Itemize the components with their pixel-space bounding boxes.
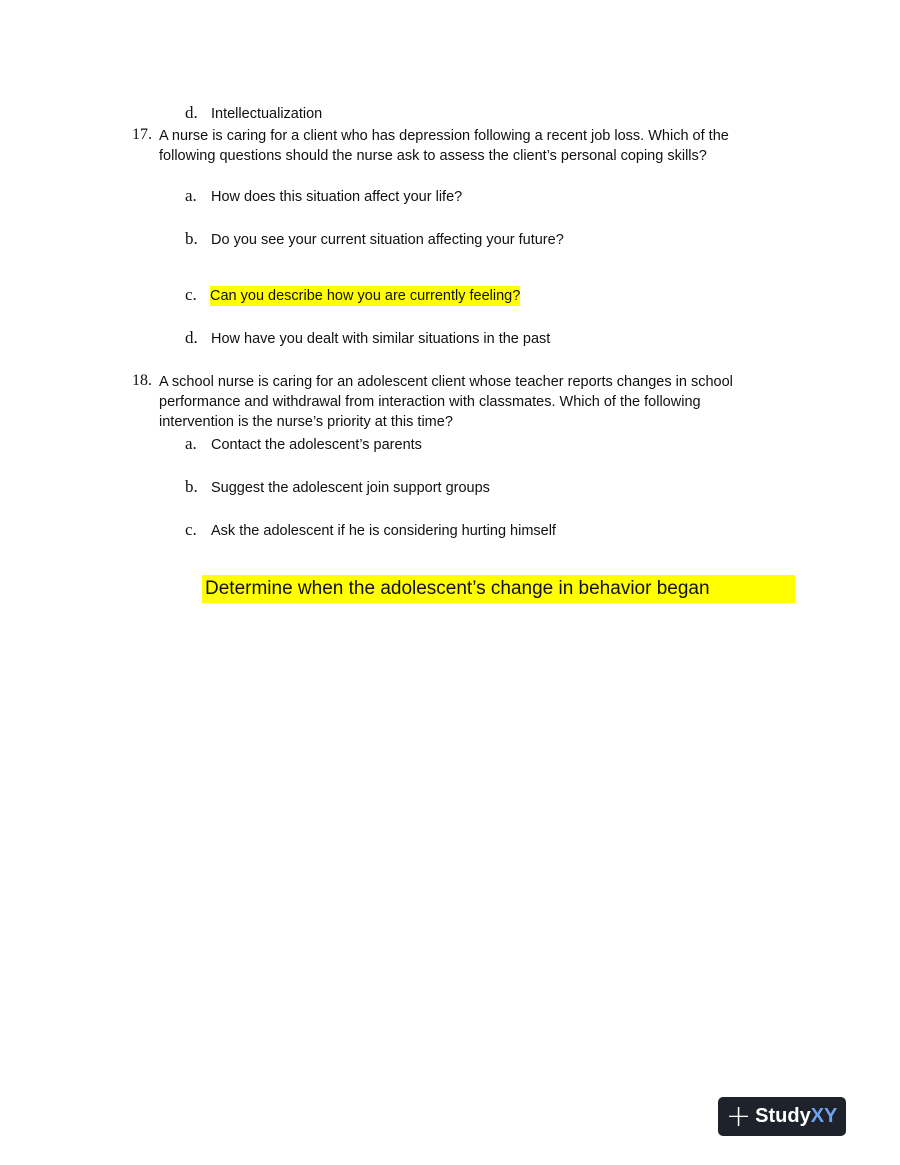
option-text: Suggest the adolescent join support groups <box>211 480 490 496</box>
brand-prefix: Study <box>755 1105 811 1127</box>
question-text: A school nurse is caring for an adolescent client whose teacher reports changes in school <box>159 374 733 390</box>
option-letter: a. <box>185 186 197 205</box>
question-number: 17. <box>132 126 152 143</box>
question-number: 18. <box>132 372 152 389</box>
option-letter: b. <box>185 477 198 496</box>
option-text: Ask the adolescent if he is considering hurting himself <box>211 523 556 539</box>
studyxy-logo <box>718 1097 846 1136</box>
option-text: How have you dealt with similar situations in the past <box>211 331 551 347</box>
brand-suffix: XY <box>810 1105 838 1127</box>
question-text: intervention is the nurse’s priority at this time? <box>159 414 453 430</box>
option-letter: b. <box>185 229 198 248</box>
option-text: Contact the adolescent’s parents <box>211 437 422 453</box>
plus-icon: + <box>726 1098 752 1134</box>
question-text: A nurse is caring for a client who has depression following a recent job loss. Which of the <box>159 128 729 144</box>
option-letter: d. <box>185 103 198 122</box>
option-letter: d. <box>185 328 198 347</box>
option-text: Intellectualization <box>211 106 323 122</box>
option-text: Do you see your current situation affecting your future? <box>211 232 564 248</box>
highlighted-answer: Determine when the adolescent’s change in behavior began <box>205 578 710 599</box>
brand-name <box>755 1105 837 1128</box>
option-letter: c. <box>185 285 197 304</box>
question-text: performance and withdrawal from interaction with classmates. Which of the following <box>159 394 701 410</box>
option-letter: c. <box>185 520 197 539</box>
option-letter: a. <box>185 434 197 453</box>
highlighted-answer: Can you describe how you are currently feeling? <box>210 288 521 304</box>
question-text: following questions should the nurse ask to assess the client’s personal coping skills? <box>159 148 707 164</box>
option-text: How does this situation affect your life? <box>211 189 463 205</box>
